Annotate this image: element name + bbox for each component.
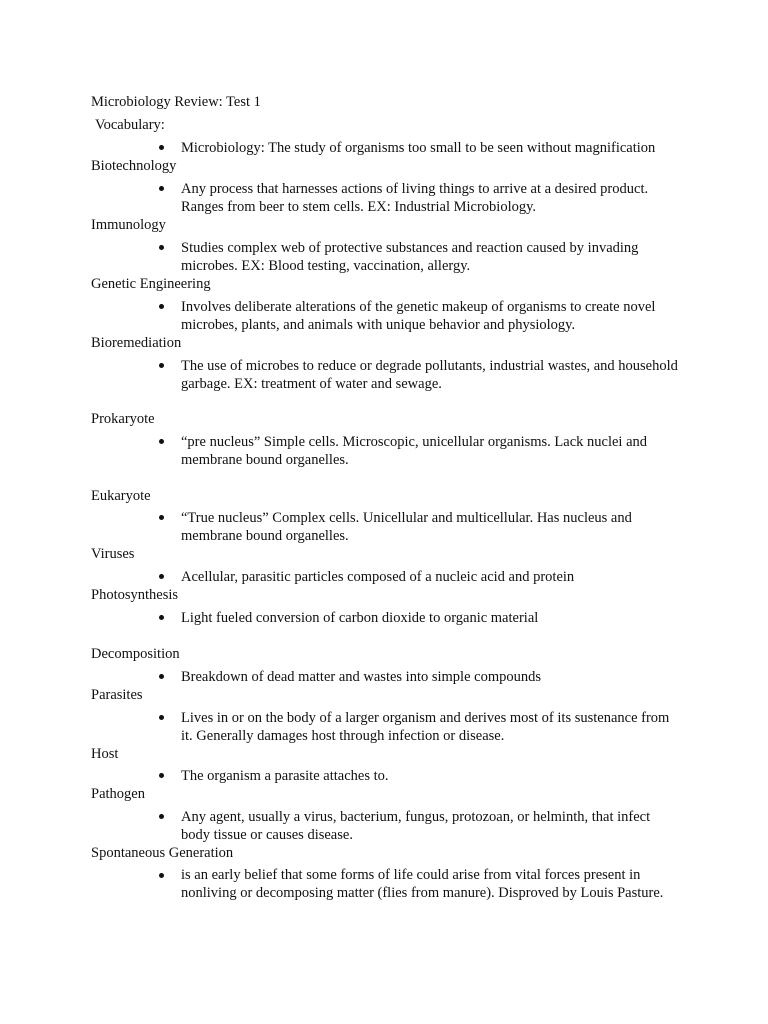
- term-parasites: Parasites: [91, 687, 143, 703]
- term-spontaneous-generation: Spontaneous Generation: [91, 845, 234, 861]
- definition-pathogen: Any agent, usually a virus, bacterium, fungus, protozoan, or helminth, that infect body tissue or causes disease.: [181, 809, 651, 843]
- section-label: Vocabulary:: [95, 117, 165, 133]
- term-eukaryote: Eukaryote: [91, 488, 151, 504]
- definition-bioremediation: The use of microbes to reduce or degrade pollutants, industrial wastes, and household garbage. EX: treatment of water and sewage.: [181, 358, 678, 392]
- definition-decomposition: Breakdown of dead matter and wastes into simple compounds: [181, 669, 542, 685]
- definition-parasites: Lives in or on the body of a larger organism and derives most of its sustenance from it. Generally damages host through infection or disease.: [181, 710, 670, 744]
- bullet-icon: [159, 515, 164, 520]
- bullet-icon: [159, 715, 164, 720]
- definition-biotechnology: Any process that harnesses actions of living things to arrive at a desired product. Ranges from beer to stem cells. EX: Industrial Microbiology.: [181, 181, 649, 215]
- definition-photosynthesis: Light fueled conversion of carbon dioxide to organic material: [181, 610, 539, 626]
- definition-prokaryote: “pre nucleus” Simple cells. Microscopic, unicellular organisms. Lack nuclei and membrane bound organelles.: [181, 434, 648, 468]
- document-title: Microbiology Review: Test 1: [91, 94, 261, 110]
- term-prokaryote: Prokaryote: [91, 411, 155, 427]
- bullet-icon: [159, 873, 164, 878]
- bullet-icon: [159, 245, 164, 250]
- bullet-icon: [159, 145, 164, 150]
- bullet-icon: [159, 304, 164, 309]
- bullet-icon: [159, 574, 164, 579]
- bullet-icon: [159, 814, 164, 819]
- bullet-icon: [159, 363, 164, 368]
- term-decomposition: Decomposition: [91, 646, 180, 662]
- bullet-icon: [159, 439, 164, 444]
- bullet-icon: [159, 615, 164, 620]
- definition-spontaneous-generation: is an early belief that some forms of life could arise from vital forces present in nonliving or decomposing matter (flies from manure). Disproved by Louis Pasture.: [181, 867, 664, 901]
- definition-viruses: Acellular, parasitic particles composed of a nucleic acid and protein: [181, 569, 575, 585]
- term-host: Host: [91, 746, 119, 762]
- term-genetic-engineering: Genetic Engineering: [91, 276, 211, 292]
- definition-immunology: Studies complex web of protective substances and reaction caused by invading microbes. EX: Blood testing, vaccination, allergy.: [181, 240, 639, 274]
- definition-host: The organism a parasite attaches to.: [181, 768, 389, 784]
- definition-genetic-engineering: Involves deliberate alterations of the genetic makeup of organisms to create novel microbes, plants, and animals with unique behavior and physiology.: [181, 299, 656, 333]
- definition-microbiology: Microbiology: The study of organisms too small to be seen without magnification: [181, 140, 656, 156]
- term-biotechnology: Biotechnology: [91, 158, 177, 174]
- term-bioremediation: Bioremediation: [91, 335, 182, 351]
- bullet-icon: [159, 186, 164, 191]
- definition-eukaryote: “True nucleus” Complex cells. Unicellular and multicellular. Has nucleus and membrane bound organelles.: [181, 510, 632, 544]
- term-viruses: Viruses: [91, 546, 135, 562]
- term-pathogen: Pathogen: [91, 786, 145, 802]
- bullet-icon: [159, 674, 164, 679]
- term-immunology: Immunology: [91, 217, 166, 233]
- bullet-icon: [159, 773, 164, 778]
- term-photosynthesis: Photosynthesis: [91, 587, 179, 603]
